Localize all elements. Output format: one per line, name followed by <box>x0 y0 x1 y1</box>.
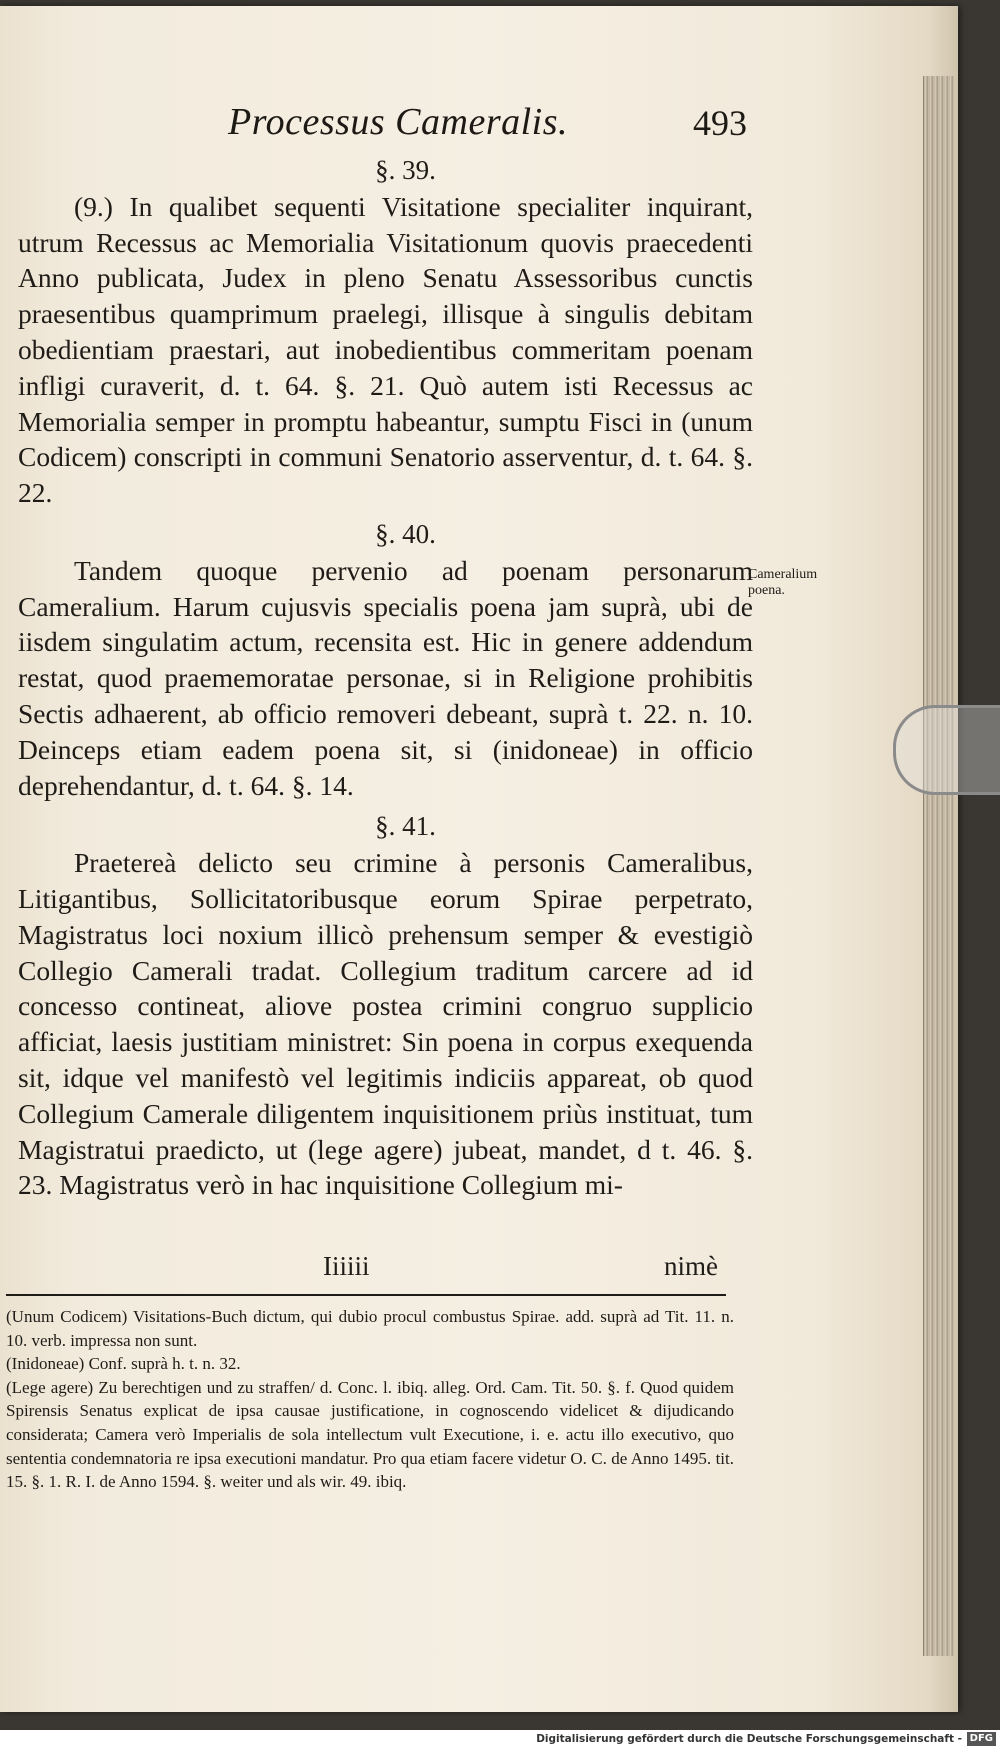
margin-note: Cameralium poena. <box>748 567 818 598</box>
body-text <box>18 153 753 1203</box>
footnote: (Lege agere) Zu berechtigen und zu straffen/ d. Conc. l. ibiq. alleg. Ord. Cam. Tit. 50. §. f. Quod quidem Spirensis Senatus explicat de ipsa causae justificatione, in cognoscendo videlicet & dijudicando considerata; Camera verò Imperialis de sola intellectum vult Executione, i. e. actu illo executivo, quo sententia condemnatoria re ipsa executioni mandatur. Pro qua etiam facere videtur O. C. de Anno 1495. tit. 15. §. 1. R. I. de Anno 1594. §. weiter und als wir. 49. ibiq. <box>6 1377 734 1492</box>
section-heading: §. 39. <box>375 155 436 185</box>
signature-mark: Iiiiii <box>323 1251 370 1281</box>
bookmark-clip <box>893 705 1000 795</box>
page-number: 493 <box>693 103 747 143</box>
section-heading: §. 40. <box>375 518 436 549</box>
catchword: nimè <box>664 1251 718 1281</box>
footnotes <box>6 1305 734 1494</box>
running-head: Processus Cameralis. <box>228 101 569 143</box>
page-edges <box>923 76 954 1656</box>
dfg-logo: DFG <box>967 1732 996 1746</box>
paragraph: Tandem quoque pervenio ad poenam personarum Cameralium. Harum cujusvis specialis poena jam suprà, ubi de iisdem singulatim actum, recensita est. Hic in genere addendum restat, quod praememoratae personae, si in Religione prohibitis Sectis adhaerent, ab officio removeri debeant, suprà t. 22. n. 10. Deinceps etiam eadem poena sit, si (inidoneae) in officio deprehendantur, d. t. 64. §. 14. <box>18 554 753 801</box>
catchline <box>0 1251 758 1287</box>
funding-credit: Digitalisierung gefördert durch die Deutsche Forschungsgemeinschaft - <box>536 1733 962 1745</box>
paragraph: (9.) In qualibet sequenti Visitatione specialiter inquirant, utrum Recessus ac Memorialia Visitationum quovis praecedenti Anno publicata, Judex in pleno Senatu Assessoribus cunctis praesentibus quamprimum praelegi, illisque à singulis debitam obedientiam praestari, aut inobedientibus commeritam poenam infligi curaverit, d. t. 64. §. 21. Quò autem isti Recessus ac Memorialia semper in promptu habeantur, sumptu Fisci in (unum Codicem) conscripti in communi Senatorio asserventur, d. t. 64. §. 22. <box>18 190 753 509</box>
page-header <box>0 100 958 150</box>
footnote: (Inidoneae) Conf. suprà h. t. n. 32. <box>6 1354 241 1374</box>
footnote: (Unum Codicem) Visitations-Buch dictum, qui dubio procul combustus Spirae. add. suprà ad Tit. 11. n. 10. verb. impressa non sunt. <box>6 1307 734 1350</box>
footer-bar <box>0 1730 1000 1751</box>
paragraph: Praetereà delicto seu crimine à personis Cameralibus, Litigantibus, Sollicitatoribusque eorum Spirae perpetrato, Magistratus loci noxium illicò prehensum semper & evestigiò Collegio Camerali tradat. Collegium traditum carcere ad id concesso contineat, aliove postea crimini congruo supplicio afficiat, laesis justitiam ministret: Sin poena in corpus exequenda sit, idque vel manifestò vel legitimis indiciis appareat, ob quod Collegium Camerale diligentem inquisitionem priùs instituat, tum Magistratui praedicto, ut (lege agere) jubeat, mandet, d t. 46. §. 23. Magistratus verò in hac inquisitione Collegium mi- <box>18 847 753 1201</box>
section-heading: §. 41. <box>375 811 436 842</box>
footnote-rule <box>6 1294 726 1296</box>
